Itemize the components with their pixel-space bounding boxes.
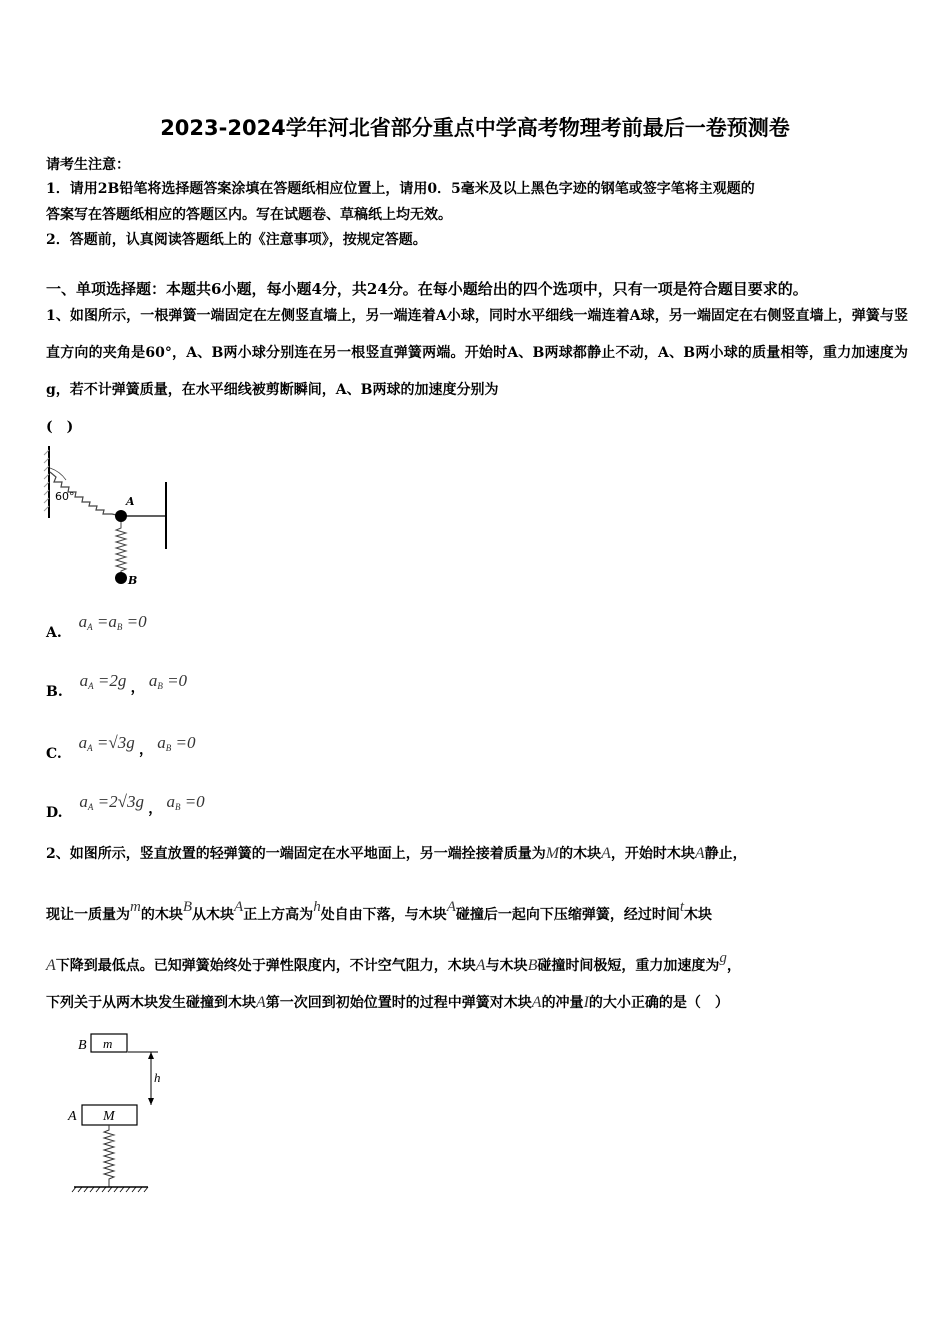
formula-sub: A xyxy=(87,743,93,753)
q2-var: t xyxy=(679,899,685,915)
question-1-figure xyxy=(40,444,180,589)
option-c[interactable] xyxy=(46,733,196,762)
ball-b xyxy=(115,572,127,584)
label-mass-M: M xyxy=(103,1109,115,1124)
option-comma: ， xyxy=(148,801,163,817)
q2-text: 从木块 xyxy=(192,907,235,923)
formula-part: =0 xyxy=(162,671,188,690)
q2-text: 的冲量 xyxy=(541,995,584,1011)
question-2-line-3 xyxy=(46,950,908,975)
option-letter: D. xyxy=(46,805,63,821)
q2-var: A xyxy=(531,994,542,1011)
question-1-paren: ( ) xyxy=(46,419,74,435)
formula-part: a xyxy=(166,792,175,811)
q2-text: 2、如图所示，竖直放置的轻弹簧的一端固定在水平地面上，另一端拴接着质量为 xyxy=(46,846,546,862)
formula-part: =√3g xyxy=(92,733,135,752)
option-d[interactable] xyxy=(46,792,205,821)
label-b: B xyxy=(128,574,138,587)
q2-var: B xyxy=(527,957,538,974)
q2-var: M xyxy=(545,845,560,862)
q2-text: 下降到最低点。已知弹簧始终处于弹性限度内，不计空气阻力，木块 xyxy=(55,958,476,974)
q2-text: 木块 xyxy=(684,907,713,923)
section-heading: 一、单项选择题：本题共6小题，每小题4分，共24分。在每小题给出的四个选项中，只有一项是符合题目要求的。 xyxy=(46,280,808,298)
option-comma: ， xyxy=(138,742,153,758)
q2-var: A xyxy=(256,994,266,1011)
option-comma: ， xyxy=(130,680,145,696)
spring-ground xyxy=(104,1125,114,1187)
q2-var: A xyxy=(46,957,56,974)
question-2-line-4 xyxy=(46,992,908,1012)
q2-text: ，开始时木块 xyxy=(610,846,695,862)
q2-text: 碰撞时间极短，重力加速度为 xyxy=(537,958,720,974)
formula-sub: A xyxy=(88,681,94,691)
q2-text: 碰撞后一起向下压缩弹簧，经过时间 xyxy=(455,907,680,923)
spring-b xyxy=(116,522,126,573)
q2-var: A xyxy=(694,845,705,862)
q2-text: ， xyxy=(726,958,741,974)
q2-text: 现让一质量为 xyxy=(46,907,130,923)
q2-text: 第一次回到初始位置时的过程中弹簧对木块 xyxy=(265,995,532,1011)
formula-part: a xyxy=(78,612,88,631)
page-title: 2023-2024学年河北省部分重点中学高考物理考前最后一卷预测卷 xyxy=(160,116,790,140)
question-1-body: 1、如图所示，一根弹簧一端固定在左侧竖直墙上，另一端连着A小球，同时水平细线一端连着A球，另一端固定在右侧竖直墙上，弹簧与竖直方向的夹角是60°，A、B两小球分别连在另一根竖直弹簧两端。开始时A、B两球都静止不动，A、B两小球的质量相等，重力加速度为g，若不计弹簧质量，在水平细线被剪断瞬间，A、B两球的加速度分别为 xyxy=(46,308,908,398)
formula-sub: A xyxy=(87,622,93,632)
q2-text: 与木块 xyxy=(485,958,528,974)
label-height: h xyxy=(154,1070,161,1085)
notice-line-2: 答案写在答题纸相应的答题区内。写在试题卷、草稿纸上均无效。 xyxy=(46,207,452,223)
q2-var: B xyxy=(182,899,193,915)
question-2-line-1 xyxy=(46,843,908,863)
notice-line-3: 2．答题前，认真阅读答题纸上的《注意事项》，按规定答题。 xyxy=(46,232,427,248)
q2-text: 正上方高为 xyxy=(243,907,314,923)
notice-line-1: 1．请用2B铅笔将选择题答案涂填在答题纸相应位置上，请用0．5毫米及以上黑色字迹的钢笔或签字笔将主观题的 xyxy=(46,181,755,197)
option-letter: A. xyxy=(46,625,62,641)
q2-text: 处自由下落，与木块 xyxy=(320,907,447,923)
q2-var: m xyxy=(130,899,141,915)
formula-part: a xyxy=(78,733,88,752)
option-a[interactable] xyxy=(46,612,147,641)
option-letter: B. xyxy=(46,684,63,700)
option-letter: C. xyxy=(46,746,62,762)
formula-part: a xyxy=(79,792,88,811)
angle-label: 60° xyxy=(55,490,75,503)
option-b[interactable] xyxy=(46,671,188,700)
q2-var: A xyxy=(234,899,244,915)
formula-part: a xyxy=(157,733,166,752)
formula-part: a xyxy=(79,671,89,690)
label-block-a: A xyxy=(68,1109,77,1124)
q2-text: 的木块 xyxy=(140,907,183,923)
formula-sub: B xyxy=(165,743,172,753)
q2-var: h xyxy=(313,899,321,915)
formula-part: =0 xyxy=(180,792,205,811)
formula-part: a xyxy=(148,671,158,690)
q2-text: 静止， xyxy=(704,846,747,862)
q2-var: g xyxy=(719,950,727,966)
question-2-figure xyxy=(62,1028,172,1198)
formula-part: =2√3g xyxy=(93,792,144,811)
label-a: A xyxy=(126,495,135,508)
formula-part: =a xyxy=(92,612,117,631)
formula-sub: B xyxy=(157,681,163,691)
q2-var: A xyxy=(446,899,456,915)
q2-text: 的木块 xyxy=(559,846,602,862)
ball-a xyxy=(115,510,127,522)
q2-var: A xyxy=(601,845,611,862)
formula-part: =0 xyxy=(122,612,147,631)
formula-part: =2g xyxy=(93,671,127,690)
q2-text: 下列关于从两木块发生碰撞到木块 xyxy=(46,995,256,1011)
q2-var: I xyxy=(583,994,589,1011)
label-mass-m: m xyxy=(103,1036,113,1051)
q2-text: 的大小正确的是（ ） xyxy=(588,995,729,1011)
formula-sub: B xyxy=(116,622,123,632)
formula-sub: B xyxy=(174,802,181,812)
label-block-b: B xyxy=(78,1038,87,1053)
question-2-line-2 xyxy=(46,899,908,924)
q2-var: A xyxy=(475,957,486,974)
formula-sub: A xyxy=(87,802,94,812)
formula-part: =0 xyxy=(171,733,196,752)
notice-heading: 请考生注意： xyxy=(46,157,130,173)
question-1-text xyxy=(46,298,908,446)
